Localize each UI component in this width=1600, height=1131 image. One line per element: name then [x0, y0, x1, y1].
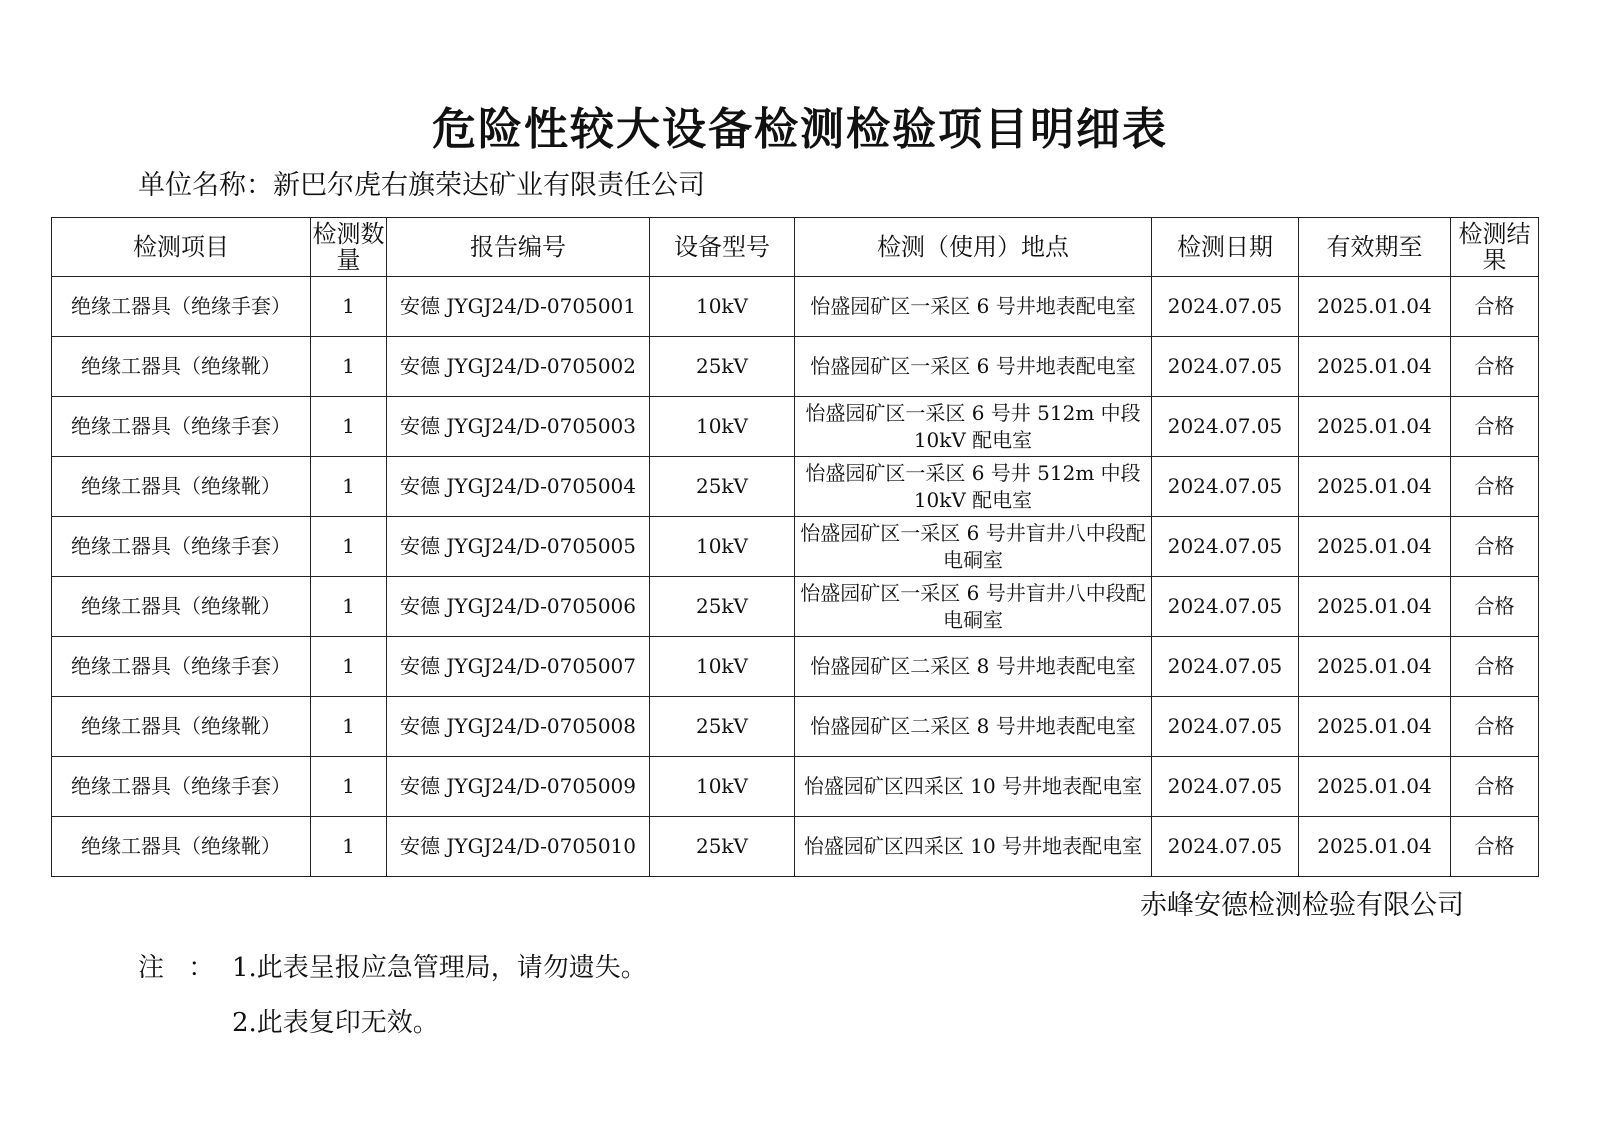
header-qty: 检测数量: [311, 218, 387, 277]
cell-result: 合格: [1451, 577, 1539, 637]
table-row: [52, 517, 1539, 577]
cell-qty: 1: [311, 277, 387, 337]
cell-location: 怡盛园矿区一采区 6 号井盲井八中段配电硐室: [795, 517, 1152, 577]
cell-report: 安德 JYGJ24/D-0705010: [387, 817, 650, 877]
cell-valid: 2025.01.04: [1299, 397, 1451, 457]
cell-date: 2024.07.05: [1152, 637, 1299, 697]
cell-valid: 2025.01.04: [1299, 517, 1451, 577]
table-row: [52, 397, 1539, 457]
cell-model: 25kV: [650, 337, 795, 397]
table-row: [52, 457, 1539, 517]
cell-item: 绝缘工器具（绝缘手套）: [52, 277, 311, 337]
cell-date: 2024.07.05: [1152, 457, 1299, 517]
cell-valid: 2025.01.04: [1299, 337, 1451, 397]
cell-item: 绝缘工器具（绝缘靴）: [52, 577, 311, 637]
cell-valid: 2025.01.04: [1299, 697, 1451, 757]
cell-model: 10kV: [650, 637, 795, 697]
header-date: 检测日期: [1152, 218, 1299, 277]
cell-date: 2024.07.05: [1152, 757, 1299, 817]
cell-model: 10kV: [650, 517, 795, 577]
table-row: [52, 697, 1539, 757]
cell-model: 10kV: [650, 757, 795, 817]
table-row: [52, 577, 1539, 637]
cell-model: 25kV: [650, 697, 795, 757]
cell-location: 怡盛园矿区二采区 8 号井地表配电室: [795, 637, 1152, 697]
cell-result: 合格: [1451, 277, 1539, 337]
cell-qty: 1: [311, 517, 387, 577]
cell-qty: 1: [311, 397, 387, 457]
cell-model: 25kV: [650, 817, 795, 877]
table-row: [52, 637, 1539, 697]
table-row: [52, 757, 1539, 817]
cell-model: 10kV: [650, 397, 795, 457]
cell-location: 怡盛园矿区一采区 6 号井 512m 中段 10kV 配电室: [795, 457, 1152, 517]
cell-item: 绝缘工器具（绝缘手套）: [52, 517, 311, 577]
cell-location: 怡盛园矿区四采区 10 号井地表配电室: [795, 757, 1152, 817]
cell-item: 绝缘工器具（绝缘手套）: [52, 757, 311, 817]
cell-result: 合格: [1451, 637, 1539, 697]
cell-location: 怡盛园矿区一采区 6 号井盲井八中段配电硐室: [795, 577, 1152, 637]
cell-report: 安德 JYGJ24/D-0705003: [387, 397, 650, 457]
cell-result: 合格: [1451, 817, 1539, 877]
cell-location: 怡盛园矿区一采区 6 号井地表配电室: [795, 337, 1152, 397]
cell-result: 合格: [1451, 457, 1539, 517]
cell-qty: 1: [311, 757, 387, 817]
table-header-row: [52, 218, 1539, 277]
cell-model: 25kV: [650, 577, 795, 637]
cell-item: 绝缘工器具（绝缘手套）: [52, 397, 311, 457]
cell-valid: 2025.01.04: [1299, 577, 1451, 637]
inspection-table: [51, 217, 1539, 877]
cell-result: 合格: [1451, 397, 1539, 457]
cell-valid: 2025.01.04: [1299, 637, 1451, 697]
header-model: 设备型号: [650, 218, 795, 277]
cell-location: 怡盛园矿区二采区 8 号井地表配电室: [795, 697, 1152, 757]
cell-qty: 1: [311, 637, 387, 697]
cell-item: 绝缘工器具（绝缘靴）: [52, 337, 311, 397]
cell-qty: 1: [311, 577, 387, 637]
cell-item: 绝缘工器具（绝缘手套）: [52, 637, 311, 697]
cell-location: 怡盛园矿区一采区 6 号井 512m 中段 10kV 配电室: [795, 397, 1152, 457]
cell-date: 2024.07.05: [1152, 697, 1299, 757]
unit-name-line: 单位名称：新巴尔虎右旗荣达矿业有限责任公司: [138, 170, 705, 201]
cell-location: 怡盛园矿区四采区 10 号井地表配电室: [795, 817, 1152, 877]
cell-item: 绝缘工器具（绝缘靴）: [52, 457, 311, 517]
cell-item: 绝缘工器具（绝缘靴）: [52, 817, 311, 877]
cell-result: 合格: [1451, 757, 1539, 817]
cell-date: 2024.07.05: [1152, 517, 1299, 577]
notes-label: 注 ：: [138, 953, 223, 983]
cell-date: 2024.07.05: [1152, 817, 1299, 877]
cell-report: 安德 JYGJ24/D-0705004: [387, 457, 650, 517]
cell-item: 绝缘工器具（绝缘靴）: [52, 697, 311, 757]
table-row: [52, 277, 1539, 337]
cell-report: 安德 JYGJ24/D-0705006: [387, 577, 650, 637]
header-valid: 有效期至: [1299, 218, 1451, 277]
cell-qty: 1: [311, 337, 387, 397]
cell-valid: 2025.01.04: [1299, 277, 1451, 337]
cell-result: 合格: [1451, 697, 1539, 757]
cell-date: 2024.07.05: [1152, 277, 1299, 337]
cell-date: 2024.07.05: [1152, 337, 1299, 397]
cell-qty: 1: [311, 817, 387, 877]
note-item: 2.此表复印无效。: [232, 1008, 439, 1038]
cell-report: 安德 JYGJ24/D-0705008: [387, 697, 650, 757]
cell-report: 安德 JYGJ24/D-0705007: [387, 637, 650, 697]
document-title: 危险性较大设备检测检验项目明细表: [432, 104, 1168, 155]
note-item: 1.此表呈报应急管理局，请勿遗失。: [232, 953, 647, 983]
cell-model: 25kV: [650, 457, 795, 517]
cell-valid: 2025.01.04: [1299, 817, 1451, 877]
cell-location: 怡盛园矿区一采区 6 号井地表配电室: [795, 277, 1152, 337]
cell-qty: 1: [311, 697, 387, 757]
cell-report: 安德 JYGJ24/D-0705002: [387, 337, 650, 397]
cell-report: 安德 JYGJ24/D-0705009: [387, 757, 650, 817]
header-report: 报告编号: [387, 218, 650, 277]
cell-result: 合格: [1451, 337, 1539, 397]
cell-valid: 2025.01.04: [1299, 757, 1451, 817]
table-row: [52, 817, 1539, 877]
issuing-company: 赤峰安德检测检验有限公司: [1140, 890, 1464, 921]
header-item: 检测项目: [52, 218, 311, 277]
cell-model: 10kV: [650, 277, 795, 337]
cell-result: 合格: [1451, 517, 1539, 577]
cell-date: 2024.07.05: [1152, 397, 1299, 457]
cell-valid: 2025.01.04: [1299, 457, 1451, 517]
header-location: 检测（使用）地点: [795, 218, 1152, 277]
cell-qty: 1: [311, 457, 387, 517]
header-result: 检测结果: [1451, 218, 1539, 277]
cell-date: 2024.07.05: [1152, 577, 1299, 637]
cell-report: 安德 JYGJ24/D-0705005: [387, 517, 650, 577]
cell-report: 安德 JYGJ24/D-0705001: [387, 277, 650, 337]
table-row: [52, 337, 1539, 397]
